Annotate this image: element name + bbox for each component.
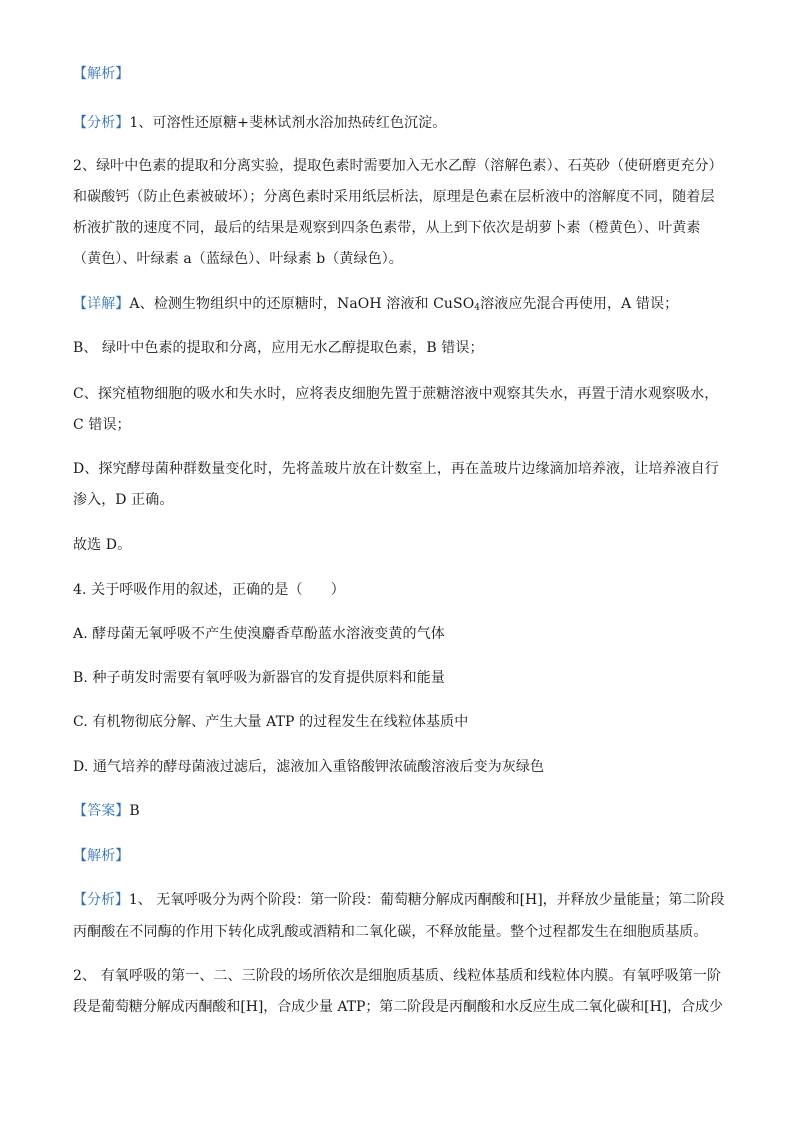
question-4-stem: 4. 关于呼吸作用的叙述，正确的是（ ） xyxy=(73,582,345,598)
conclusion: 故选 D。 xyxy=(73,537,132,553)
question-4-option-b: B. 种子萌发时需要有氧呼吸为新器官的发育提供原料和能量 xyxy=(73,670,445,686)
detail-option-a: 【详解】A、检测生物组织中的还原糖时，NaOH 溶液和 CuSO$_4$溶液应先混合再使用，A 错误； xyxy=(73,296,679,313)
analysis-point-2-line-4: （黄色）、叶绿素 a（蓝绿色）、叶绿素 b（黄绿色）。 xyxy=(73,251,403,267)
section-heading-analysis: 【解析】 xyxy=(73,66,130,82)
section-heading-analysis-2: 【解析】 xyxy=(73,848,130,864)
analysis-2-point-2-line-1: 2、 有氧呼吸的第一、二、三阶段的场所依次是细胞质基质、线粒体基质和线粒体内膜。有氧呼吸第一阶 xyxy=(73,968,722,984)
detail-option-d-line-1: D、探究酵母菌种群数量变化时，先将盖玻片放在计数室上，再在盖玻片边缘滴加培养液，让培养液自行 xyxy=(73,461,719,477)
analysis-point-2-line-1: 2、绿叶中色素的提取和分离实验，提取色素时需要加入无水乙醇（溶解色素）、石英砂（使研磨更充分） xyxy=(73,158,723,174)
detail-option-d-line-2: 渗入，D 正确。 xyxy=(73,492,174,508)
answer: 【答案】B xyxy=(73,803,140,819)
detail-option-c-line-2: C 错误； xyxy=(73,417,131,433)
analysis-point-2-line-2: 和碳酸钙（防止色素被破坏）；分离色素时采用纸层析法，原理是色素在层析液中的溶解度不同，随着层 xyxy=(73,189,715,205)
detail-option-c-line-1: C、探究植物细胞的吸水和失水时，应将表皮细胞先置于蔗糖溶液中观察其失水，再置于清水观察吸水， xyxy=(73,386,719,402)
analysis-point-1: 【分析】1、可溶性还原糖+斐林试剂水浴加热砖红色沉淀。 xyxy=(73,115,447,131)
analysis-2-point-2-line-2: 段是葡萄糖分解成丙酮酸和[H]，合成少量 ATP；第二阶段是丙酮酸和水反应生成二氧化碳和[H]，合成少 xyxy=(73,999,723,1015)
question-4-option-c: C. 有机物彻底分解、产生大量 ATP 的过程发生在线粒体基质中 xyxy=(73,714,469,730)
analysis-2-point-1-line-2: 丙酮酸在不同酶的作用下转化成乳酸或酒精和二氧化碳，不释放能量。整个过程都发生在细胞质基质。 xyxy=(73,924,708,940)
question-4-option-d: D. 通气培养的酵母菌液过滤后，滤液加入重铬酸钾浓硫酸溶液后变为灰绿色 xyxy=(73,759,545,775)
analysis-point-2-line-3: 析液扩散的速度不同，最后的结果是观察到四条色素带，从上到下依次是胡萝卜素（橙黄色）、叶黄素 xyxy=(73,220,701,236)
question-4-option-a: A. 酵母菌无氧呼吸不产生使溴麝香草酚蓝水溶液变黄的气体 xyxy=(73,626,445,642)
detail-option-b: B、 绿叶中色素的提取和分离，应用无水乙醇提取色素，B 错误； xyxy=(73,340,484,356)
analysis-2-point-1-line-1: 【分析】1、 无氧呼吸分为两个阶段：第一阶段：葡萄糖分解成丙酮酸和[H]，并释放少量能量；第二阶段 xyxy=(73,892,725,908)
